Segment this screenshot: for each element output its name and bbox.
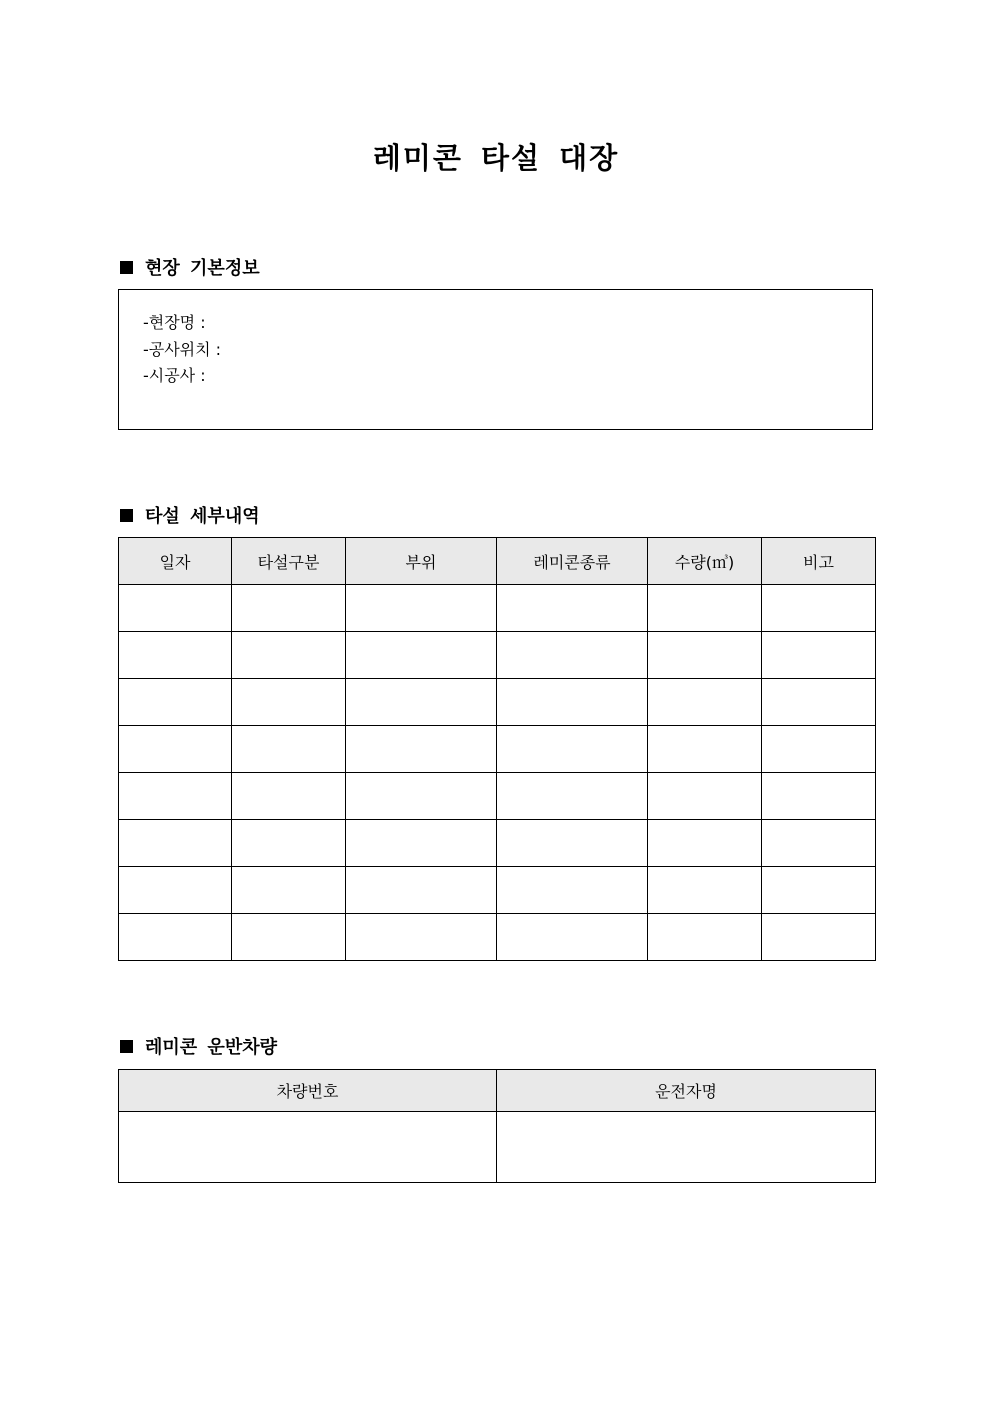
concrete-type-cell[interactable] <box>497 820 648 867</box>
concrete-type-cell[interactable] <box>497 726 648 773</box>
site-name-field[interactable]: -현장명 : <box>143 313 206 332</box>
location-cell[interactable] <box>346 726 497 773</box>
pour-details-table <box>118 537 876 961</box>
column-header-driver-name: 운전자명 <box>497 1070 876 1112</box>
pour-type-cell[interactable] <box>232 820 346 867</box>
date-cell[interactable] <box>119 679 232 726</box>
contractor-field[interactable]: -시공사 : <box>143 366 206 385</box>
vehicles-heading <box>120 1033 277 1059</box>
black-square-icon <box>120 1040 133 1053</box>
concrete-type-cell[interactable] <box>497 585 648 632</box>
concrete-type-cell[interactable] <box>497 632 648 679</box>
concrete-type-cell[interactable] <box>497 914 648 961</box>
quantity-cell[interactable] <box>648 773 762 820</box>
concrete-type-cell[interactable] <box>497 867 648 914</box>
quantity-cell[interactable] <box>648 726 762 773</box>
pour-type-cell[interactable] <box>232 679 346 726</box>
vehicles-table <box>118 1069 876 1183</box>
pour-type-cell[interactable] <box>232 773 346 820</box>
quantity-cell[interactable] <box>648 585 762 632</box>
remarks-cell[interactable] <box>762 820 876 867</box>
page-title: 레미콘 타설 대장 <box>372 141 620 175</box>
remarks-cell[interactable] <box>762 726 876 773</box>
date-cell[interactable] <box>119 632 232 679</box>
pour-type-cell[interactable] <box>232 632 346 679</box>
date-cell[interactable] <box>119 726 232 773</box>
pour-type-cell[interactable] <box>232 914 346 961</box>
site-location-field[interactable]: -공사위치 : <box>143 339 222 359</box>
site-info-heading-text: 현장 기본정보 <box>145 258 260 279</box>
remarks-cell[interactable] <box>762 679 876 726</box>
location-cell[interactable] <box>346 679 497 726</box>
remarks-cell[interactable] <box>762 632 876 679</box>
date-cell[interactable] <box>119 914 232 961</box>
column-header-remarks: 비고 <box>762 538 876 585</box>
location-cell[interactable] <box>346 820 497 867</box>
date-cell[interactable] <box>119 820 232 867</box>
column-header-location: 부위 <box>346 538 497 585</box>
quantity-cell[interactable] <box>648 867 762 914</box>
pour-type-cell[interactable] <box>232 585 346 632</box>
black-square-icon <box>120 509 133 522</box>
table-row <box>119 679 876 726</box>
remarks-cell[interactable] <box>762 585 876 632</box>
pour-type-cell[interactable] <box>232 867 346 914</box>
column-header-vehicle-number: 차량번호 <box>119 1070 497 1112</box>
column-header-pour-type: 타설구분 <box>232 538 346 585</box>
concrete-type-cell[interactable] <box>497 773 648 820</box>
remarks-cell[interactable] <box>762 914 876 961</box>
pour-details-body <box>119 585 876 961</box>
driver-name-cell[interactable] <box>497 1112 876 1183</box>
pour-details-heading-text: 타설 세부내역 <box>145 506 260 527</box>
table-header-row <box>119 538 876 585</box>
quantity-cell[interactable] <box>648 632 762 679</box>
black-square-icon <box>120 261 133 274</box>
location-cell[interactable] <box>346 773 497 820</box>
location-cell[interactable] <box>346 585 497 632</box>
location-cell[interactable] <box>346 867 497 914</box>
table-row <box>119 867 876 914</box>
remarks-cell[interactable] <box>762 773 876 820</box>
quantity-cell[interactable] <box>648 679 762 726</box>
remarks-cell[interactable] <box>762 867 876 914</box>
table-row <box>119 773 876 820</box>
column-header-date: 일자 <box>119 538 232 585</box>
table-row <box>119 820 876 867</box>
location-cell[interactable] <box>346 632 497 679</box>
table-row <box>119 1112 876 1183</box>
table-row <box>119 585 876 632</box>
site-info-heading <box>120 254 260 280</box>
pour-details-heading <box>120 502 260 528</box>
date-cell[interactable] <box>119 585 232 632</box>
column-header-quantity: 수량(㎥) <box>648 538 762 585</box>
site-info-box <box>118 289 873 430</box>
date-cell[interactable] <box>119 867 232 914</box>
column-header-concrete-type: 레미콘종류 <box>497 538 648 585</box>
vehicle-number-cell[interactable] <box>119 1112 497 1183</box>
table-row <box>119 914 876 961</box>
table-header-row <box>119 1070 876 1112</box>
quantity-cell[interactable] <box>648 914 762 961</box>
vehicles-heading-text: 레미콘 운반차량 <box>145 1037 277 1058</box>
pour-type-cell[interactable] <box>232 726 346 773</box>
table-row <box>119 632 876 679</box>
quantity-cell[interactable] <box>648 820 762 867</box>
concrete-type-cell[interactable] <box>497 679 648 726</box>
date-cell[interactable] <box>119 773 232 820</box>
location-cell[interactable] <box>346 914 497 961</box>
table-row <box>119 726 876 773</box>
